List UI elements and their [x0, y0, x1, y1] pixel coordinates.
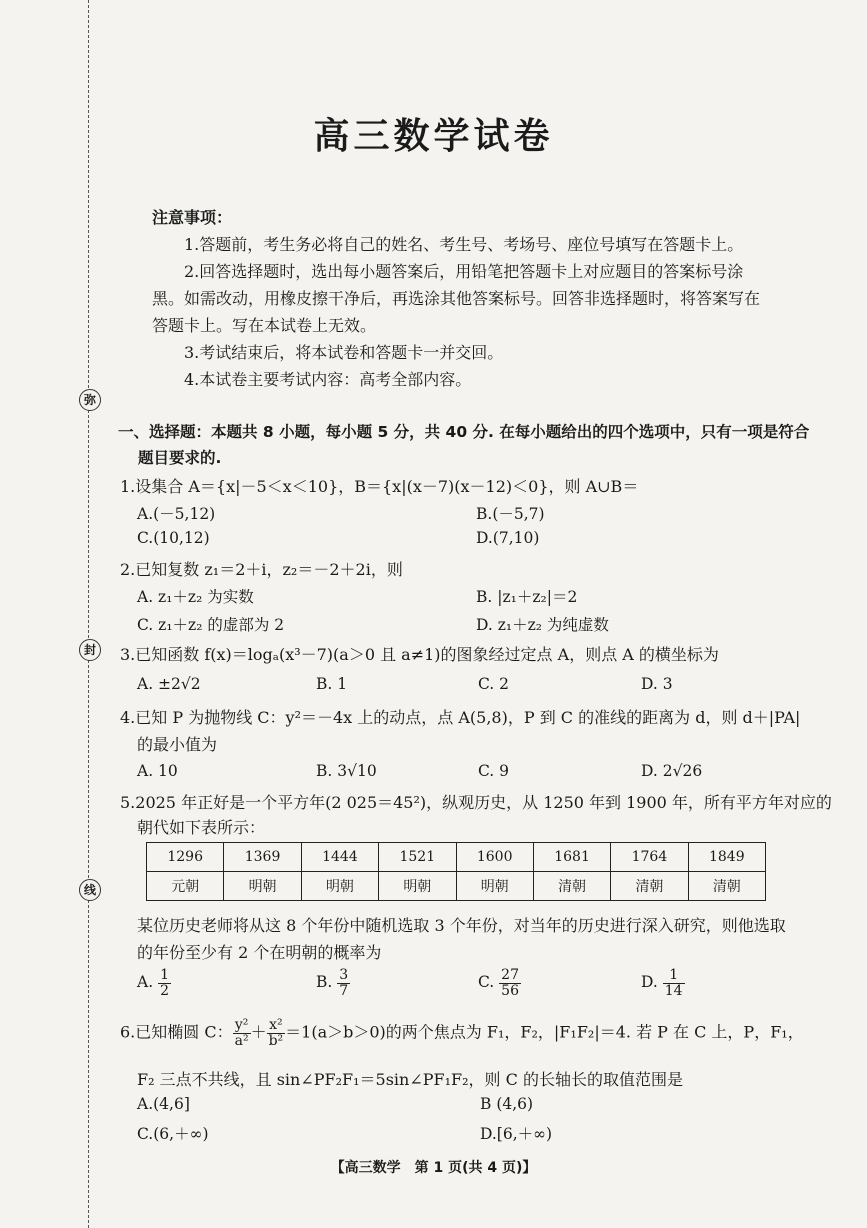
notice-item-1: 1.答题前，考生务必将自己的姓名、考生号、考场号、座位号填写在答题卡上。 — [184, 235, 744, 254]
question-5-stem-line-3: 某位历史老师将从这 8 个年份中随机选取 3 个年份，对当年的历史进行深入研究，则他选取 — [137, 916, 786, 935]
question-6-stem-prefix: 6.已知椭圆 C： — [120, 1022, 233, 1042]
dynasty-cell: 明朝 — [456, 872, 533, 901]
year-cell: 1296 — [147, 843, 224, 872]
fraction — [499, 968, 521, 998]
question-5-stem-line-1: 5.2025 年正好是一个平方年(2 025＝45²)，纵观历史，从 1250 年到 1900 年，所有平方年对应的 — [120, 793, 832, 812]
question-4-option-a: A. 10 — [137, 762, 178, 780]
question-3-stem: 3.已知函数 f(x)＝logₐ(x³－7)(a＞0 且 a≠1)的图象经过定点 A，则点 A 的横坐标为 — [120, 645, 719, 664]
denominator: b² — [268, 1032, 284, 1049]
denominator: 2 — [160, 982, 169, 999]
notice-item-2-line-3: 答题卡上。写在本试卷上无效。 — [152, 316, 377, 335]
notice-heading: 注意事项： — [152, 208, 233, 227]
question-6-stem-line-1: 6.已知椭圆 C： $\frac{\text{y²}}{\text{a²}}$ ＋ $\frac{\text{x²}}{\text{b²}}$ ＝1(a＞b＞0)的两个焦点为 F₁，F₂，|F₁F₂|＝4. 若 P 在 C 上，P，F₁， — [120, 1017, 804, 1049]
question-3-option-c: C. 2 — [478, 675, 510, 693]
question-5-stem-line-4: 的年份至少有 2 个在明朝的概率为 — [137, 943, 382, 962]
question-6-stem-line-2: F₂ 三点不共线，且 sin∠PF₂F₁＝5sin∠PF₁F₂，则 C 的长轴长的取值范围是 — [137, 1070, 683, 1089]
dynasty-cell: 明朝 — [301, 872, 378, 901]
question-5-option-c — [478, 968, 521, 998]
question-1-option-d: D.(7,10) — [476, 529, 540, 547]
page-title: 高三数学试卷 — [313, 116, 554, 157]
question-1-option-a: A.(－5,12) — [137, 505, 216, 523]
fraction — [663, 968, 685, 998]
question-6-option-c: C.(6,＋∞) — [137, 1125, 209, 1143]
question-4-stem-line-2: 的最小值为 — [137, 735, 218, 754]
fraction — [158, 968, 171, 998]
question-5-stem-line-2: 朝代如下表所示： — [137, 818, 266, 837]
year-cell: 1369 — [224, 843, 301, 872]
year-cell: 1849 — [688, 843, 765, 872]
dynasty-cell: 清朝 — [533, 872, 610, 901]
denominator: 56 — [501, 982, 519, 999]
question-1-option-c: C.(10,12) — [137, 529, 210, 547]
question-4-option-d: D. 2√26 — [641, 762, 703, 780]
dynasty-cell: 清朝 — [611, 872, 688, 901]
question-6-option-b: B (4,6) — [480, 1095, 534, 1113]
question-5-option-b — [316, 968, 350, 998]
binding-dashed-line — [88, 0, 89, 1228]
binding-mark-feng: 封 — [79, 639, 101, 661]
numerator: y² — [233, 1018, 251, 1034]
dynasty-cell: 明朝 — [379, 872, 456, 901]
question-3-option-b: B. 1 — [316, 675, 348, 693]
question-2-option-b: B. |z₁＋z₂|＝2 — [476, 588, 578, 606]
numerator: 27 — [501, 967, 519, 983]
year-cell: 1764 — [611, 843, 688, 872]
notice-item-3: 3.考试结束后，将本试卷和答题卡一并交回。 — [184, 343, 504, 362]
denominator: 7 — [339, 982, 349, 999]
question-5-option-d — [641, 968, 685, 998]
question-4-option-b: B. 3√10 — [316, 762, 377, 780]
dynasty-cell: 清朝 — [688, 872, 765, 901]
dynasty-table — [146, 842, 766, 901]
year-cell: 1444 — [301, 843, 378, 872]
section-1-heading-line-1: 一、选择题：本题共 8 小题，每小题 5 分，共 40 分. 在每小题给出的四个选项中，只有一项是符合 — [118, 423, 810, 441]
numerator: x² — [267, 1018, 286, 1034]
question-1-stem: 1.设集合 A＝{x|－5＜x＜10}，B＝{x|(x－7)(x－12)＜0}，则 A∪B＝ — [120, 477, 639, 496]
year-cell: 1600 — [456, 843, 533, 872]
fraction — [267, 1018, 286, 1048]
option-label: C. — [478, 973, 495, 992]
question-2-option-a: A. z₁＋z₂ 为实数 — [137, 588, 254, 606]
page-footer: 【高三数学 第 1 页(共 4 页)】 — [330, 1160, 537, 1176]
notice-item-2-line-1: 2.回答选择题时，选出每小题答案后，用铅笔把答题卡上对应题目的答案标号涂 — [184, 262, 744, 281]
question-3-option-a: A. ±2√2 — [137, 675, 201, 693]
fraction — [337, 968, 350, 998]
question-2-option-c: C. z₁＋z₂ 的虚部为 2 — [137, 616, 285, 634]
question-5-option-a — [137, 968, 171, 998]
question-3-option-d: D. 3 — [641, 675, 673, 693]
binding-mark-xian: 线 — [79, 879, 101, 901]
section-1-heading-line-2: 题目要求的. — [138, 449, 222, 467]
question-4-stem-line-1: 4.已知 P 为抛物线 C：y²＝－4x 上的动点，点 A(5,8)，P 到 C 的准线的距离为 d，则 d＋|PA| — [120, 708, 801, 727]
question-6-option-d: D.[6,＋∞) — [480, 1125, 553, 1143]
dynasty-cell: 元朝 — [147, 872, 224, 901]
numerator: 1 — [663, 968, 685, 984]
year-cell: 1521 — [379, 843, 456, 872]
question-2-stem: 2.已知复数 z₁＝2＋i，z₂＝－2＋2i，则 — [120, 560, 403, 579]
dynasty-row — [147, 872, 766, 901]
numerator: 1 — [160, 967, 169, 983]
question-4-option-c: C. 9 — [478, 762, 510, 780]
notice-item-2-line-2: 黑。如需改动，用橡皮擦干净后，再选涂其他答案标号。回答非选择题时，将答案写在 — [152, 289, 761, 308]
denominator: a² — [234, 1032, 249, 1049]
year-row — [147, 843, 766, 872]
dynasty-cell: 明朝 — [224, 872, 301, 901]
question-6-stem-suffix: ＝1(a＞b＞0)的两个焦点为 F₁，F₂，|F₁F₂|＝4. 若 P 在 C 上，P，F₁， — [285, 1022, 804, 1042]
year-cell: 1681 — [533, 843, 610, 872]
fraction — [233, 1018, 251, 1048]
binding-mark-mi: 弥 — [79, 389, 101, 411]
notice-item-4: 4.本试卷主要考试内容：高考全部内容。 — [184, 370, 472, 389]
option-label: D. — [641, 973, 658, 992]
option-label: B. — [316, 973, 333, 992]
numerator: 3 — [339, 967, 349, 983]
question-6-option-a: A.(4,6] — [137, 1095, 190, 1113]
option-label: A. — [137, 973, 154, 992]
question-1-option-b: B.(－5,7) — [476, 505, 545, 523]
question-2-option-d: D. z₁＋z₂ 为纯虚数 — [476, 616, 609, 634]
denominator: 14 — [664, 982, 683, 999]
